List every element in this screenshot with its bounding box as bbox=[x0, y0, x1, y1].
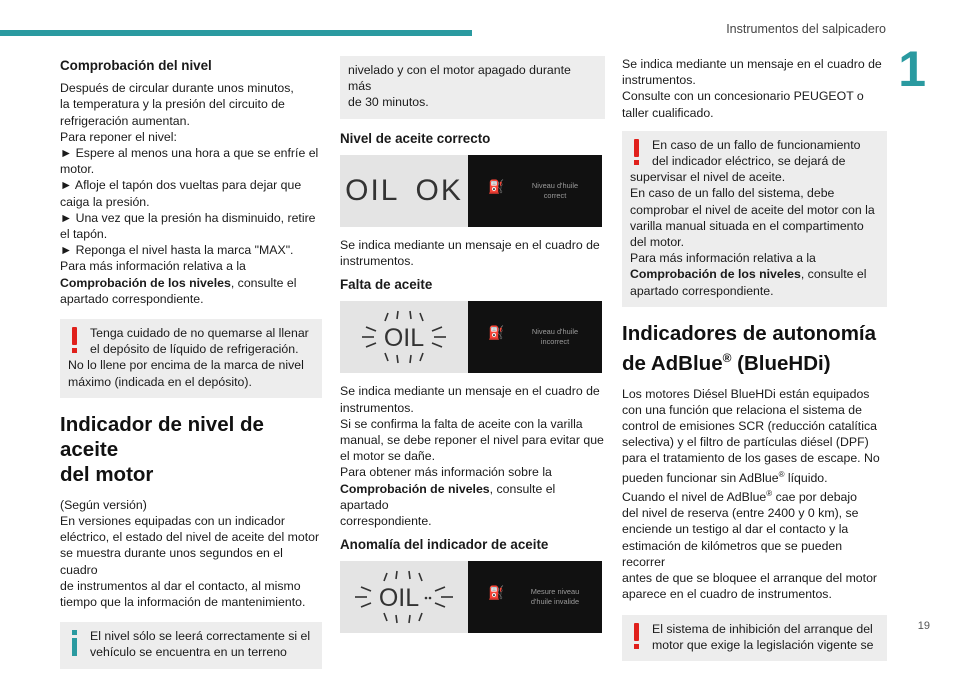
text-line: Los motores Diésel BlueHDi están equipados bbox=[622, 386, 870, 401]
text-line: se muestra durante unos segundos en el cuadro bbox=[60, 546, 283, 577]
text-line: Para más información relativa a la bbox=[60, 259, 246, 274]
note-line: Tenga cuidado de no quemarse al llenar bbox=[90, 326, 309, 341]
heading-line: Indicador de nivel de aceite bbox=[60, 412, 264, 461]
message-line: Niveau d'huile bbox=[531, 327, 579, 337]
text-line: eléctrico, el estado del nivel de aceite del motor bbox=[60, 530, 320, 545]
text-line: el motor se dañe. bbox=[340, 449, 436, 464]
step-line: ► Espere al menos una hora a que se enfríe el bbox=[60, 146, 319, 161]
text-line: Se indica mediante un mensaje en el cuadro de bbox=[622, 57, 882, 71]
text-fragment: , consulte el bbox=[230, 275, 297, 290]
text-line: control de emisiones SCR (reducción catalítica bbox=[622, 419, 877, 434]
text-fragment: , consulte el apartado bbox=[340, 481, 556, 512]
section-title: Instrumentos del salpicadero bbox=[726, 22, 886, 36]
text-line: Para obtener más información sobre la bbox=[340, 465, 552, 480]
heading-fragment: (BlueHDi) bbox=[731, 351, 831, 375]
heading-line: del motor bbox=[60, 462, 154, 486]
text-fragment: , consulte el bbox=[800, 267, 867, 282]
text-line: con una función que relaciona el sistema de bbox=[622, 402, 862, 417]
text-fragment: pueden funcionar sin AdBlue bbox=[622, 470, 779, 485]
screen-message bbox=[518, 587, 592, 607]
registered-mark: ® bbox=[778, 469, 785, 479]
text-fragment: cae por debajo bbox=[772, 490, 857, 505]
note-line: No lo llene por encima de la marca de nivel bbox=[68, 358, 304, 373]
heading-indicador-aceite bbox=[60, 412, 322, 487]
text-line: En versiones equipadas con un indicador bbox=[60, 514, 285, 529]
text-line: correspondiente. bbox=[340, 514, 432, 529]
oil-text: OIL bbox=[383, 324, 425, 353]
text-line: antes de que se bloquee el arranque del motor bbox=[622, 571, 877, 586]
text-line: Se indica mediante un mensaje en el cuadro de bbox=[340, 237, 600, 252]
text-line: Después de circular durante unos minutos, bbox=[60, 81, 294, 96]
note-line: vehículo se encuentra en un terreno bbox=[90, 645, 287, 660]
info-note-continued bbox=[340, 56, 605, 119]
text-line: estimación de kilómetros que se pueden recorrer bbox=[622, 538, 843, 569]
reference-link: Comprobación de los niveles bbox=[60, 275, 231, 290]
warning-note bbox=[60, 319, 322, 398]
text-line bbox=[60, 275, 322, 291]
heading-line: Indicadores de autonomía bbox=[622, 321, 877, 345]
chapter-number: 1 bbox=[898, 41, 926, 97]
note-line bbox=[630, 266, 877, 282]
note-line: del motor. bbox=[630, 235, 684, 250]
oil-ok-display bbox=[340, 155, 602, 227]
step-line: ► Afloje el tapón dos vueltas para dejar que bbox=[60, 178, 302, 193]
step-line: motor. bbox=[60, 162, 95, 177]
text-line: Si se confirma la falta de aceite con la varilla bbox=[340, 416, 583, 431]
warning-note bbox=[622, 131, 887, 307]
ok-label: OK bbox=[415, 173, 463, 207]
text-line: manual, se debe reponer el nivel para evitar que bbox=[340, 433, 604, 448]
reference-link: Comprobación de niveles bbox=[340, 481, 490, 496]
note-line: Para más información relativa a la bbox=[630, 251, 816, 266]
flashing-oil-icon bbox=[354, 307, 454, 367]
reference-link: Comprobación de los niveles bbox=[630, 267, 801, 282]
text-line: para el tratamiento de los gases de escape. No bbox=[622, 451, 880, 466]
oil-low-warning-light bbox=[340, 301, 468, 373]
paragraph-oil-low bbox=[340, 383, 605, 529]
oil-anomaly-display bbox=[340, 561, 602, 633]
text-line bbox=[622, 467, 887, 486]
text-line: de instrumentos al dar el contacto, al mismo bbox=[60, 578, 301, 593]
oil-label: OIL bbox=[345, 173, 400, 207]
text-line: (Según versión) bbox=[60, 497, 147, 512]
column-2 bbox=[340, 56, 605, 643]
oil-low-screen bbox=[468, 301, 602, 373]
text-fragment: líquido. bbox=[784, 470, 828, 485]
message-line: Mesure niveau bbox=[530, 587, 580, 597]
paragraph-oil-ok bbox=[340, 237, 605, 269]
step-line: ► Reponga el nivel hasta la marca "MAX". bbox=[60, 243, 294, 258]
text-line: Se indica mediante un mensaje en el cuadro de bbox=[340, 384, 600, 399]
message-line: correct bbox=[543, 190, 567, 200]
heading-oil-anomaly: Anomalía del indicador de aceite bbox=[340, 537, 549, 553]
message-line: incorrect bbox=[540, 337, 570, 347]
note-line: nivelado y con el motor apagado durante más bbox=[348, 63, 571, 94]
note-line: comprobar el nivel de aceite del motor con la bbox=[630, 202, 875, 217]
text-line: aparece en el cuadro de instrumentos. bbox=[622, 587, 832, 602]
info-icon bbox=[68, 630, 80, 656]
step-line: el tapón. bbox=[60, 227, 108, 242]
note-line: varilla manual situada en el compartimento bbox=[630, 218, 864, 233]
paragraph-intro bbox=[60, 80, 322, 307]
text-line: taller cualificado. bbox=[622, 105, 714, 120]
oil-can-icon: ⛽ bbox=[488, 325, 505, 341]
warning-icon bbox=[630, 623, 642, 649]
paragraph-adblue bbox=[622, 386, 887, 603]
warning-icon bbox=[68, 327, 80, 353]
text-line: enciende un testigo al dar el contacto y la bbox=[622, 522, 849, 537]
message-line: d'huile invalide bbox=[530, 597, 580, 607]
text-line: apartado correspondiente. bbox=[60, 291, 204, 306]
warning-icon bbox=[630, 139, 642, 165]
header-accent-bar bbox=[0, 30, 472, 36]
oil-ok-screen bbox=[468, 155, 602, 227]
text-line bbox=[340, 481, 605, 513]
note-line: apartado correspondiente. bbox=[630, 283, 774, 298]
oil-anomaly-warning-light bbox=[340, 561, 468, 633]
text-line: tiempo que la información de mantenimiento. bbox=[60, 595, 306, 610]
note-line: de 30 minutos. bbox=[348, 95, 429, 110]
text-line bbox=[622, 486, 887, 505]
oil-can-icon: ⛽ bbox=[488, 585, 505, 601]
warning-note bbox=[622, 615, 887, 661]
text-line: instrumentos. bbox=[622, 73, 696, 88]
text-line: Consulte con un concesionario PEUGEOT o bbox=[622, 89, 864, 104]
paragraph-anomaly-message bbox=[622, 56, 887, 121]
note-line: El nivel sólo se leerá correctamente si el bbox=[90, 629, 311, 644]
note-line: En caso de un fallo de funcionamiento bbox=[652, 137, 861, 152]
text-line: Para reponer el nivel: bbox=[60, 129, 177, 144]
heading-fragment: de AdBlue bbox=[622, 351, 723, 375]
note-line: el depósito de líquido de refrigeración. bbox=[90, 342, 299, 357]
oil-ok-warning-light bbox=[340, 155, 468, 227]
heading-oil-correct: Nivel de aceite correcto bbox=[340, 130, 491, 146]
text-fragment: Cuando el nivel de AdBlue bbox=[622, 490, 767, 505]
screen-message bbox=[518, 327, 592, 347]
message-line: Niveau d'huile bbox=[531, 180, 579, 190]
info-note bbox=[60, 622, 322, 668]
paragraph-oil-indicator bbox=[60, 497, 322, 610]
note-line: motor que exige la legislación vigente se bbox=[652, 637, 874, 652]
text-line: instrumentos. bbox=[340, 254, 414, 269]
heading-line bbox=[622, 346, 887, 376]
column-1 bbox=[60, 56, 322, 679]
heading-oil-low: Falta de aceite bbox=[340, 277, 433, 293]
oil-text: OIL bbox=[378, 584, 420, 613]
step-line: caiga la presión. bbox=[60, 194, 150, 209]
note-line: En caso de un fallo del sistema, debe bbox=[630, 186, 835, 201]
text-line: la temperatura y la presión del circuito de bbox=[60, 97, 285, 112]
note-line: del indicador eléctrico, se dejará de bbox=[652, 154, 846, 169]
heading-comprobacion: Comprobación del nivel bbox=[60, 58, 212, 73]
text-line: instrumentos. bbox=[340, 400, 414, 415]
screen-message bbox=[518, 181, 592, 201]
step-line: ► Una vez que la presión ha disminuido, retire bbox=[60, 210, 316, 225]
note-line: supervisar el nivel de aceite. bbox=[630, 170, 786, 185]
note-line: El sistema de inhibición del arranque del bbox=[652, 621, 873, 636]
text-line: del nivel de reserva (entre 2400 y 0 km), se bbox=[622, 506, 859, 521]
text-line: refrigeración aumentan. bbox=[60, 113, 190, 128]
column-3 bbox=[622, 56, 887, 671]
page-number: 19 bbox=[917, 620, 930, 632]
note-line: máximo (indicada en el depósito). bbox=[68, 374, 252, 389]
flashing-oil-dashes-icon bbox=[349, 567, 459, 627]
oil-anomaly-screen bbox=[468, 561, 602, 633]
text-line: selectiva) y el filtro de partículas diésel (DPF) bbox=[622, 435, 869, 450]
registered-mark: ® bbox=[766, 488, 773, 498]
oil-low-display bbox=[340, 301, 602, 373]
heading-adblue bbox=[622, 321, 887, 376]
oil-can-icon: ⛽ bbox=[488, 178, 505, 194]
registered-mark: ® bbox=[722, 350, 732, 365]
